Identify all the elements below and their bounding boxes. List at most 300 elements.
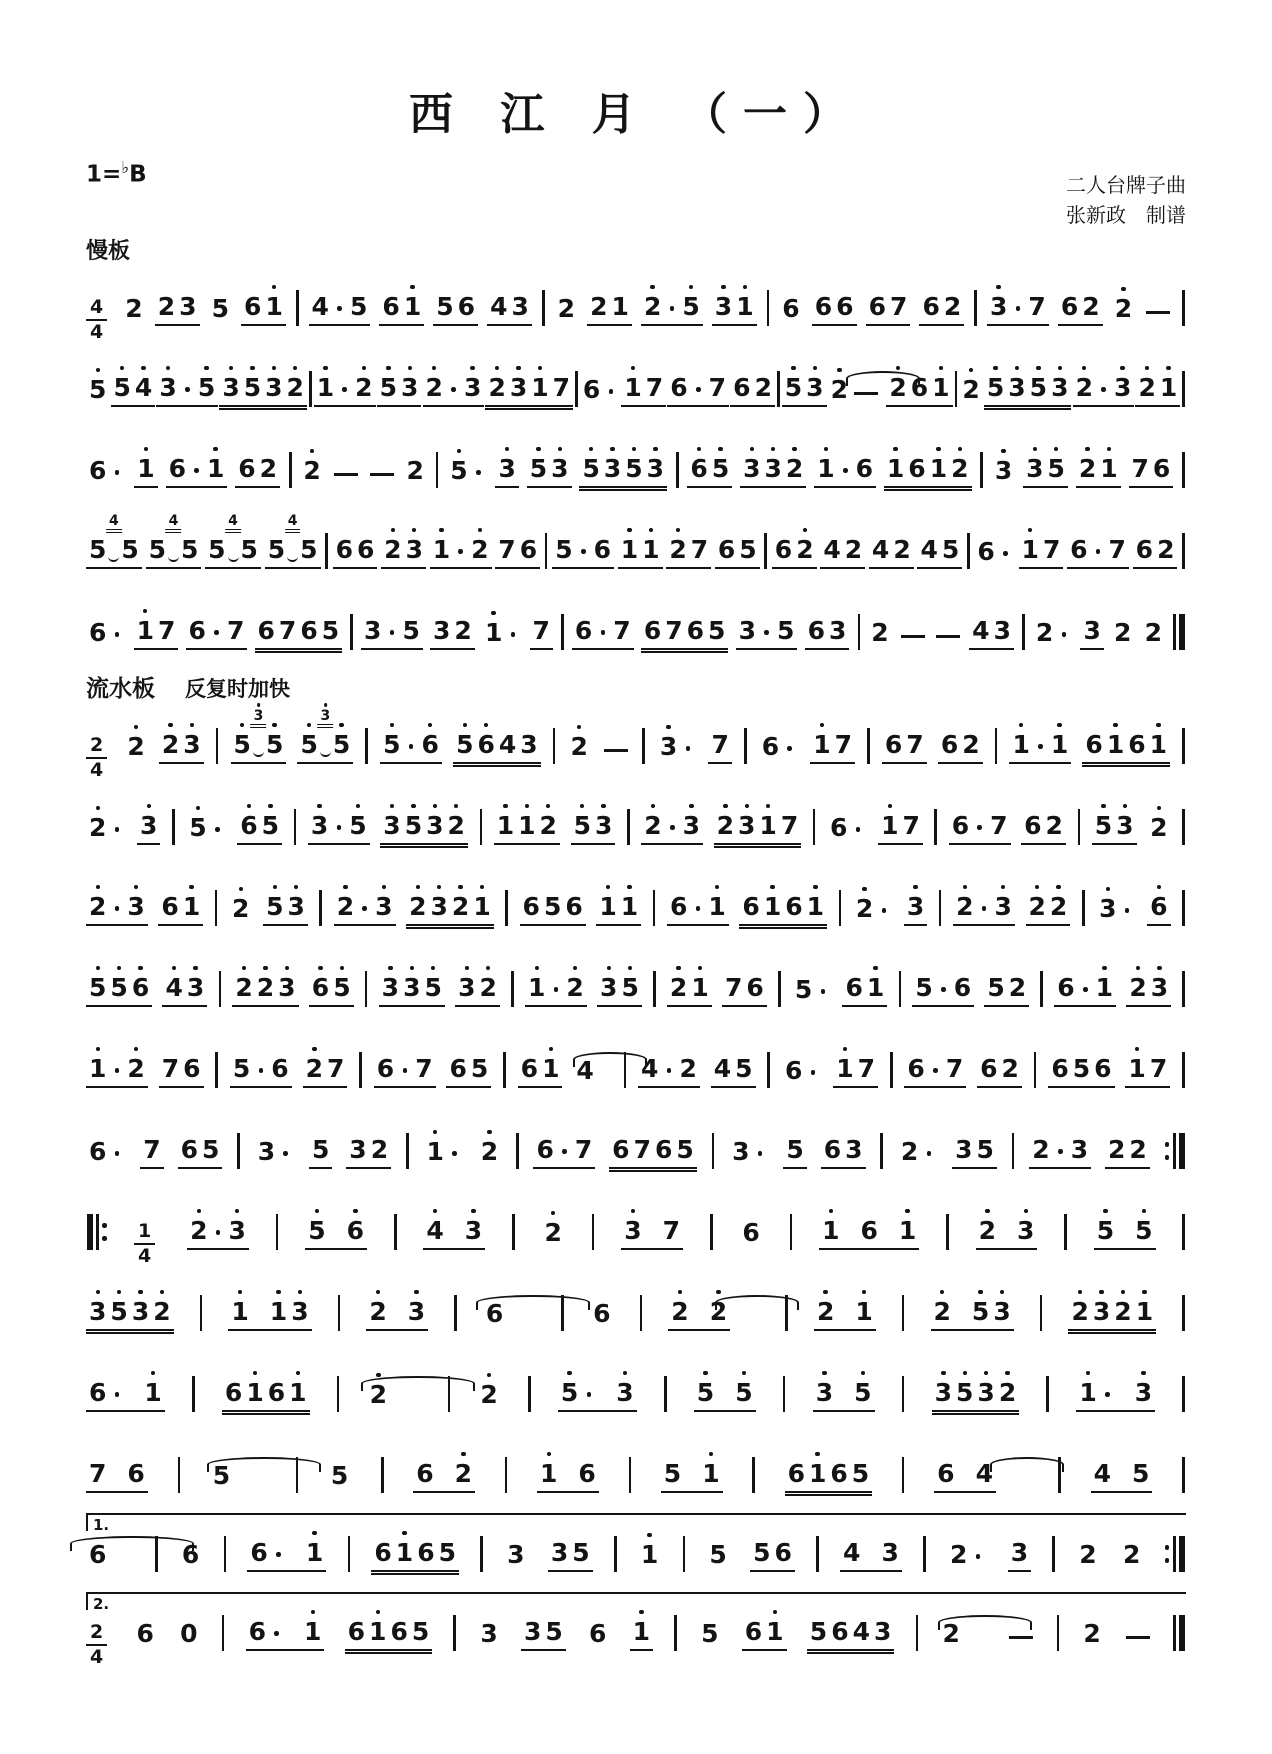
score-area xyxy=(86,265,1186,1668)
note-digit: 2 xyxy=(125,1055,146,1083)
note-digit: 5 xyxy=(180,535,199,564)
note-digit: 5 xyxy=(264,893,285,921)
grace-note-group xyxy=(265,513,321,569)
note-group xyxy=(828,376,851,407)
octave-dot-above xyxy=(525,804,529,808)
note-digit: 6 xyxy=(310,974,331,1002)
octave-dot-above xyxy=(391,528,395,532)
octave-dot-above xyxy=(666,725,670,729)
note-digit: 2 xyxy=(1069,1298,1090,1326)
note-group xyxy=(495,455,518,488)
barline xyxy=(200,1295,203,1331)
note-digit: 2 xyxy=(829,376,850,404)
barline xyxy=(890,1052,893,1088)
note-digit: 2 xyxy=(1122,1540,1141,1569)
note-group xyxy=(782,374,827,407)
octave-dot-above xyxy=(1001,449,1005,453)
note-group xyxy=(1021,812,1066,845)
note-group xyxy=(305,1217,367,1250)
beam-line-2 xyxy=(453,765,541,768)
octave-dot-above xyxy=(229,366,233,370)
note-digit: 1 xyxy=(1049,731,1070,759)
note-digit: 3 xyxy=(658,733,679,761)
octave-dot-above xyxy=(323,366,327,370)
note-group xyxy=(379,974,445,1007)
note-group xyxy=(882,731,927,764)
note-digit: 6 xyxy=(335,535,353,564)
barline xyxy=(1052,1536,1055,1572)
note-digit: 3 xyxy=(814,1379,835,1407)
augmentation-dot xyxy=(452,536,469,563)
note-digit: 2 xyxy=(87,893,108,921)
note-group xyxy=(177,1620,200,1651)
gap xyxy=(436,1460,453,1488)
time-signature-denominator: 4 xyxy=(134,1243,155,1266)
octave-dot-above xyxy=(958,447,962,451)
octave-dot-above xyxy=(792,447,796,451)
note-digit: 5 xyxy=(242,374,263,402)
note-digit: 4 xyxy=(843,1538,861,1567)
note-digit: 3 xyxy=(157,374,178,402)
note-digit: 6 xyxy=(922,292,940,321)
barline xyxy=(974,290,977,326)
note-digit: 3 xyxy=(309,812,330,840)
note-digit: 1 xyxy=(1094,974,1115,1002)
barline xyxy=(309,371,312,407)
note-group xyxy=(878,812,923,845)
octave-dot-above xyxy=(558,447,562,451)
note-digit: 3 xyxy=(257,1137,276,1166)
note-digit: 6 xyxy=(168,454,186,483)
octave-dot-above xyxy=(138,966,142,970)
octave-dot-above xyxy=(376,1290,380,1294)
note-digit: 6 xyxy=(238,454,256,483)
barline xyxy=(1064,1214,1067,1250)
note-digit: 1 xyxy=(815,455,836,483)
note-digit: 3 xyxy=(991,1298,1012,1326)
note-digit: 3 xyxy=(507,1540,525,1569)
note-group xyxy=(346,1136,391,1169)
note-group xyxy=(86,1138,126,1169)
augmentation-dot xyxy=(108,1055,125,1082)
note-digit: 1 xyxy=(538,1460,559,1488)
note-group xyxy=(596,893,641,926)
note-digit: 3 xyxy=(508,374,529,402)
note-digit: 2 xyxy=(977,1217,998,1245)
barline xyxy=(216,728,219,764)
barline xyxy=(505,890,508,926)
time-signature-numerator: 2 xyxy=(90,734,104,756)
note-digit: 5 xyxy=(381,731,402,759)
credit-arranger: 张新政 制谱 xyxy=(1066,203,1186,227)
barline xyxy=(664,1376,667,1412)
note-digit: 5 xyxy=(709,1540,727,1569)
augmentation-dot xyxy=(837,455,854,482)
note-digit: 6 xyxy=(1135,535,1154,564)
octave-dot-above xyxy=(197,1209,201,1213)
barline xyxy=(561,1295,564,1331)
note-digit: 2 xyxy=(407,893,428,921)
barline xyxy=(902,1295,905,1331)
note-group xyxy=(987,293,1049,326)
note-digit: 1 xyxy=(930,374,951,402)
note-digit: 7 xyxy=(711,730,729,759)
note-group xyxy=(366,1298,428,1331)
note-digit: 7 xyxy=(613,616,631,645)
note-digit: 3 xyxy=(181,731,202,759)
note-digit: 3 xyxy=(253,709,265,723)
note-digit: 2 xyxy=(255,974,276,1002)
barline xyxy=(902,1376,905,1412)
repeat-dots xyxy=(1165,1536,1170,1572)
note-digit: 2 xyxy=(815,1298,836,1326)
note-group xyxy=(1133,536,1178,569)
note-digit: 3 xyxy=(741,455,762,483)
barline xyxy=(215,1052,218,1088)
note-digit: 3 xyxy=(738,616,756,645)
note-group xyxy=(722,974,767,1007)
note-digit: 1 xyxy=(1148,731,1169,759)
note-digit: 5 xyxy=(240,535,258,564)
note-digit: 2 xyxy=(794,536,815,564)
note-digit: 2 xyxy=(285,374,306,402)
barline xyxy=(683,1536,686,1572)
octave-dot-above xyxy=(721,285,725,289)
barline xyxy=(712,1133,715,1169)
augmentation-dot xyxy=(580,1379,597,1406)
note-digit: 5 xyxy=(623,455,644,483)
octave-dot-above xyxy=(766,804,770,808)
note-group xyxy=(86,974,152,1007)
note-group xyxy=(314,374,376,407)
note-digit: 2 xyxy=(854,895,875,923)
note-group xyxy=(949,812,1011,845)
note-digit: 3 xyxy=(364,616,382,645)
barline xyxy=(783,1376,786,1412)
octave-dot-above xyxy=(317,804,321,808)
note-digit: 3 xyxy=(993,457,1014,485)
gap xyxy=(559,1460,576,1488)
octave-dot-above xyxy=(190,723,194,727)
note-group xyxy=(178,1136,223,1169)
note-digit: 3 xyxy=(622,1217,643,1245)
note-group xyxy=(134,455,157,488)
barline xyxy=(642,728,645,764)
barline xyxy=(1182,1457,1185,1493)
note-digit: 2 xyxy=(1157,535,1175,564)
note-digit: 6 xyxy=(1085,730,1103,759)
augmentation-dot xyxy=(445,374,462,401)
time-signature-denominator: 4 xyxy=(86,319,107,342)
note-digit: 5 xyxy=(112,374,133,402)
note-digit: 6 xyxy=(784,1056,803,1085)
note-digit: 6 xyxy=(1152,454,1171,483)
octave-dot-above xyxy=(551,1211,555,1215)
credits xyxy=(1066,170,1186,230)
note-digit: 5 xyxy=(411,1617,430,1646)
note-digit: 3 xyxy=(87,1298,108,1326)
note-group xyxy=(210,1462,233,1493)
augmentation-dot xyxy=(1052,1136,1069,1163)
octave-dot-above xyxy=(486,966,490,970)
note-group xyxy=(247,1539,326,1572)
note-group xyxy=(229,895,252,926)
note-group xyxy=(1026,893,1071,926)
note-group xyxy=(992,457,1015,488)
note-group xyxy=(853,895,893,926)
note-group xyxy=(186,617,248,650)
note-digit: 7 xyxy=(902,811,920,840)
octave-dot-above xyxy=(536,447,540,451)
note-group xyxy=(568,733,591,764)
note-group xyxy=(158,893,203,926)
note-digit: 3 xyxy=(429,893,450,921)
augmentation-dot xyxy=(108,619,125,646)
note-digit: 1 xyxy=(87,1055,108,1083)
note-digit: 5 xyxy=(786,1135,804,1164)
octave-dot-above xyxy=(117,966,121,970)
note-group xyxy=(334,893,396,926)
barline xyxy=(816,1536,819,1572)
gap xyxy=(328,1217,345,1245)
augmentation-dot xyxy=(179,374,196,401)
octave-dot-above xyxy=(250,366,254,370)
repeat-dots xyxy=(1165,1133,1170,1169)
note-group xyxy=(866,293,911,326)
beam-line-2 xyxy=(222,1413,310,1416)
note-group xyxy=(579,455,667,488)
note-group xyxy=(1092,812,1137,845)
note-digit: 6 xyxy=(830,1459,848,1488)
note-digit: 6 xyxy=(416,1459,434,1488)
note-digit: 2 xyxy=(962,730,980,759)
note-digit: 2 xyxy=(1035,618,1054,647)
note-group xyxy=(487,293,532,326)
note-digit: 5 xyxy=(619,974,640,1002)
note-digit: 5 xyxy=(306,1217,327,1245)
barline xyxy=(87,1214,107,1250)
gap xyxy=(1116,1379,1133,1407)
beam-line-2 xyxy=(714,846,802,849)
note-digit: 2 xyxy=(1079,1540,1097,1569)
note-group xyxy=(630,1618,653,1651)
time-signature xyxy=(134,1221,155,1266)
note-digit: 5 xyxy=(852,1379,873,1407)
ornament-tie xyxy=(168,551,179,562)
note-digit: 5 xyxy=(208,535,226,564)
note-group xyxy=(919,293,964,326)
note-digit: 5 xyxy=(330,1461,349,1490)
note-digit: 3 xyxy=(681,812,702,840)
duration-dash xyxy=(1126,1636,1150,1639)
note-digit: 6 xyxy=(884,730,903,759)
note-group xyxy=(621,374,666,407)
octave-dot-above xyxy=(433,1130,437,1134)
octave-dot-above xyxy=(324,703,328,707)
beam-line-2 xyxy=(86,1332,174,1335)
note-group xyxy=(932,1379,1020,1412)
note-digit: 6 xyxy=(345,1217,366,1245)
note-group xyxy=(912,974,974,1007)
barline xyxy=(967,533,970,569)
note-digit: 2 xyxy=(893,535,911,564)
barline xyxy=(325,533,328,569)
note-digit: 5 xyxy=(1095,1217,1116,1245)
note-digit: 3 xyxy=(276,974,297,1002)
barline xyxy=(640,1295,643,1331)
note-digit: 6 xyxy=(382,292,400,321)
note-digit: 2 xyxy=(368,1381,389,1409)
augmentation-dot xyxy=(971,812,988,839)
note-group xyxy=(938,731,983,764)
note-digit: 3 xyxy=(289,1298,310,1326)
note-digit: 3 xyxy=(263,374,284,402)
note-digit: 1 xyxy=(639,1541,660,1569)
octave-dot-above xyxy=(824,447,828,451)
note-group xyxy=(477,1620,500,1651)
augmentation-dot xyxy=(927,1055,944,1082)
note-digit: 6 xyxy=(910,373,929,402)
note-group xyxy=(977,1055,1022,1088)
note-digit: 5 xyxy=(264,731,285,759)
note-group xyxy=(638,1055,700,1088)
barline xyxy=(319,890,322,926)
note-digit: 6 xyxy=(250,1538,268,1567)
note-group xyxy=(230,1055,292,1088)
note-digit: 6 xyxy=(180,1135,198,1164)
gap xyxy=(683,1460,700,1488)
octave-dot-above xyxy=(457,449,461,453)
note-digit: 3 xyxy=(523,1617,542,1646)
octave-dot-above xyxy=(356,804,360,808)
time-signature-denominator: 4 xyxy=(86,757,107,780)
note-digit: 6 xyxy=(953,973,972,1002)
note-group xyxy=(263,893,308,926)
octave-dot-above xyxy=(487,1130,491,1134)
octave-dot-above xyxy=(311,1610,315,1614)
slur-arc xyxy=(990,1457,1064,1472)
duration-dash xyxy=(1146,311,1170,314)
note-digit: 3 xyxy=(975,1379,996,1407)
note-digit: 6 xyxy=(161,892,179,921)
note-group xyxy=(232,974,298,1007)
note-group xyxy=(833,1055,878,1088)
note-digit: 7 xyxy=(327,1054,345,1083)
octave-dot-above xyxy=(263,966,267,970)
octave-dot-above xyxy=(936,447,940,451)
note-group xyxy=(590,1300,613,1331)
note-group xyxy=(1068,1298,1156,1331)
barline xyxy=(1034,1052,1037,1088)
barline xyxy=(867,728,870,764)
octave-dot-above xyxy=(120,366,124,370)
duration-dash xyxy=(936,635,960,638)
octave-dot-above xyxy=(238,1290,242,1294)
note-group xyxy=(430,617,475,650)
octave-dot-above xyxy=(414,1290,418,1294)
note-group xyxy=(345,1618,433,1651)
octave-dot-above xyxy=(940,1290,944,1294)
beam-line-2 xyxy=(1082,765,1170,768)
note-digit: 3 xyxy=(933,1379,954,1407)
note-digit: 2 xyxy=(669,1298,690,1326)
beam-line-2 xyxy=(984,408,1072,411)
note-group xyxy=(597,974,642,1007)
note-group xyxy=(1112,295,1135,326)
barline xyxy=(296,1457,299,1493)
octave-dot-above xyxy=(1005,1371,1009,1375)
note-digit: 6 xyxy=(376,1054,395,1083)
note-group xyxy=(779,295,802,326)
note-digit: 6 xyxy=(855,454,873,483)
note-digit: 5 xyxy=(454,731,475,759)
note-digit: 7 xyxy=(857,1054,876,1083)
augmentation-dot xyxy=(1077,974,1094,1001)
augmentation-dot xyxy=(383,617,400,644)
octave-dot-above xyxy=(829,1209,833,1213)
note-digit: 5 xyxy=(331,974,352,1002)
gap xyxy=(389,1298,406,1326)
barline xyxy=(1022,614,1025,650)
note-digit: 1 xyxy=(885,455,906,483)
gap xyxy=(1113,1460,1130,1488)
note-group xyxy=(237,812,282,845)
note-digit: 6 xyxy=(417,1538,435,1567)
note-group xyxy=(246,1618,325,1651)
octave-dot-above xyxy=(1142,1209,1146,1213)
octave-dot-above xyxy=(196,806,200,810)
note-group xyxy=(667,893,729,926)
note-digit: 6 xyxy=(244,292,262,321)
note-digit: 6 xyxy=(519,535,538,564)
note-digit: 7 xyxy=(990,811,1008,840)
note-digit: 2 xyxy=(543,1219,564,1247)
note-digit: 2 xyxy=(679,1054,697,1083)
gap xyxy=(841,1217,858,1245)
octave-dot-above xyxy=(823,1290,827,1294)
augmentation-dot xyxy=(679,733,696,760)
barline xyxy=(365,728,368,764)
octave-dot-above xyxy=(689,804,693,808)
octave-dot-above xyxy=(312,1047,316,1051)
note-digit: 6 xyxy=(733,373,751,402)
octave-dot-above xyxy=(412,528,416,532)
note-digit: 2 xyxy=(887,374,908,402)
note-group xyxy=(974,538,1014,569)
note-digit: 1 xyxy=(142,1379,163,1407)
barline xyxy=(1173,614,1185,650)
note-digit: 5 xyxy=(1132,1459,1150,1488)
note-group xyxy=(736,617,798,650)
barline xyxy=(923,1536,926,1572)
octave-dot-above xyxy=(873,966,877,970)
octave-dot-above xyxy=(689,285,693,289)
octave-dot-above xyxy=(487,1373,491,1377)
note-digit: 5 xyxy=(1046,455,1067,483)
note-group xyxy=(1142,619,1165,650)
note-group xyxy=(715,536,760,569)
octave-dot-above xyxy=(160,1290,164,1294)
note-digit: 3 xyxy=(463,1217,484,1245)
note-digit: 5 xyxy=(1072,1054,1091,1083)
note-group xyxy=(1009,731,1071,764)
note-digit: 2 xyxy=(259,454,278,483)
octave-dot-above xyxy=(771,447,775,451)
barline xyxy=(614,1536,617,1572)
barline xyxy=(545,533,548,569)
note-group xyxy=(1019,536,1064,569)
note-group xyxy=(571,812,616,845)
